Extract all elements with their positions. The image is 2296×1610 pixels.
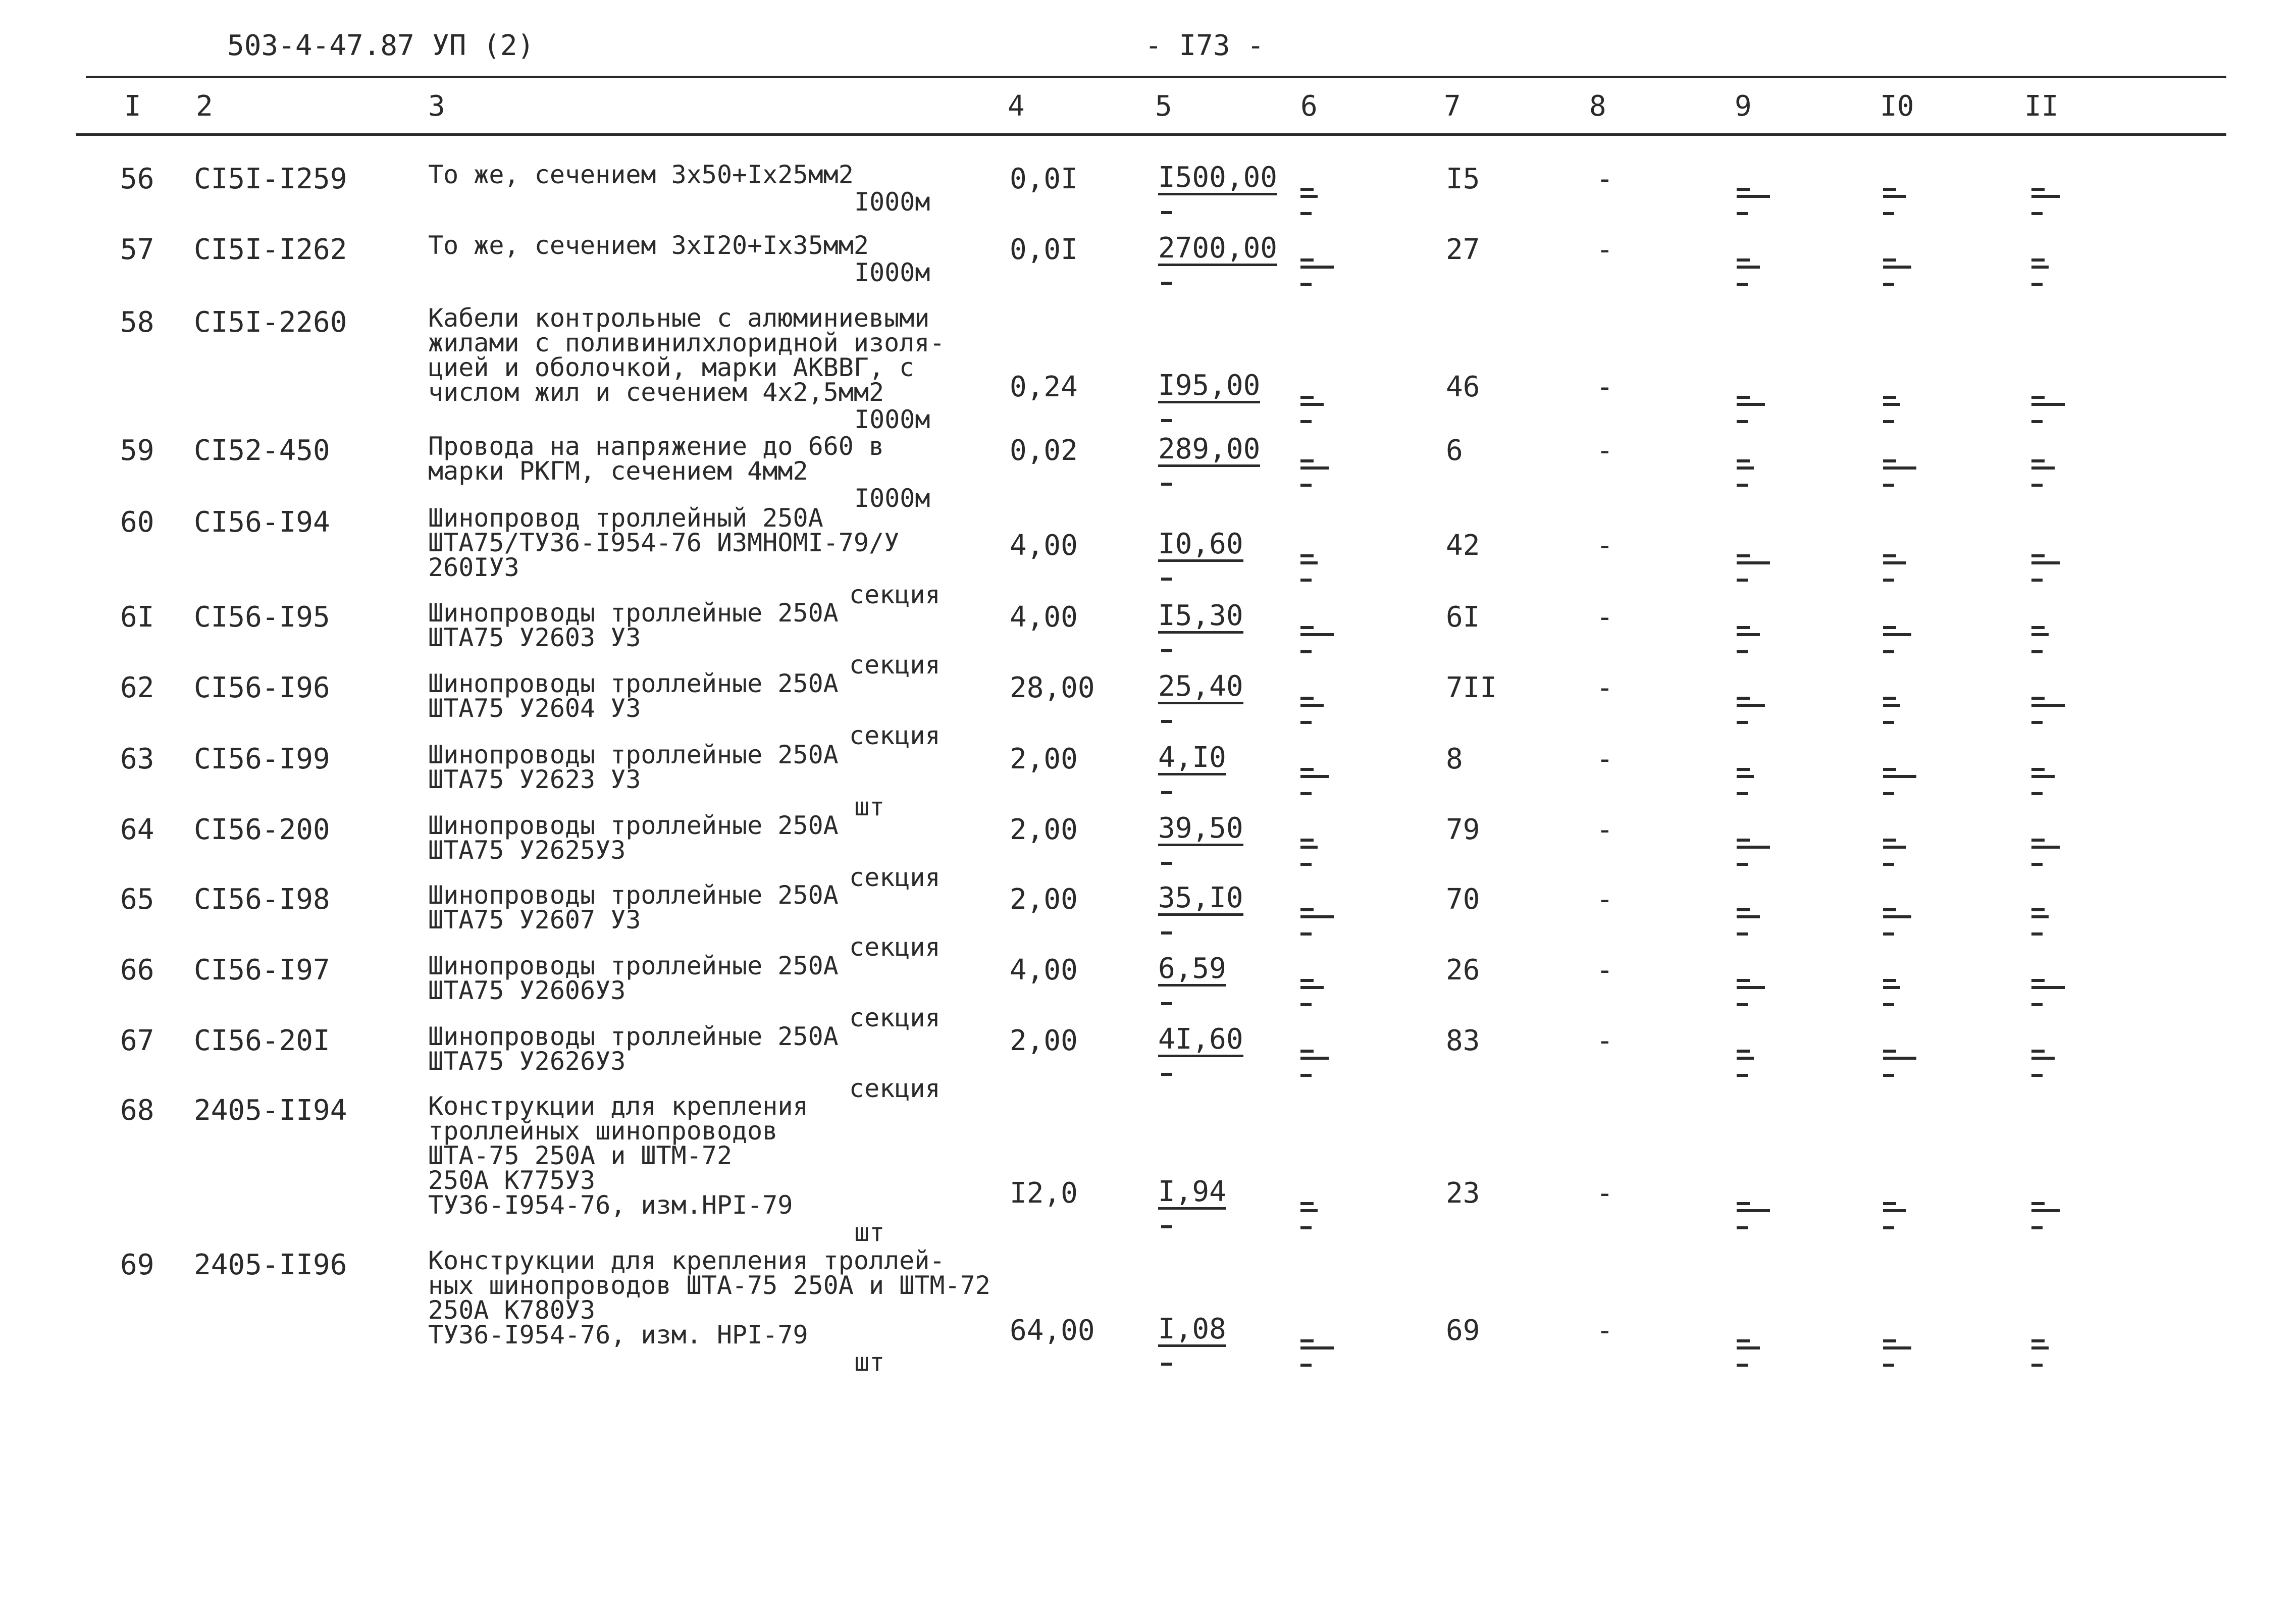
unit-price: I,94 (1158, 1177, 1226, 1210)
description-line: Кабели контрольные с алюминиевыми (428, 303, 930, 333)
ditto-tick (1161, 931, 1172, 934)
unit-price: 39,50 (1158, 813, 1243, 846)
row-number: 67 (120, 1024, 154, 1057)
row-number: 63 (120, 743, 154, 775)
ditto-tick (1161, 791, 1172, 794)
top-rule (86, 76, 2226, 78)
description-line: ШТА75 У2625У3 (428, 836, 626, 865)
description-line: ШТА75 У2626У3 (428, 1047, 626, 1076)
quantity: 0,0I (1010, 233, 1078, 266)
description-line: ШТА75 У2603 У3 (428, 623, 641, 652)
total-cost: 23 (1446, 1177, 1480, 1210)
quantity: 4,00 (1010, 954, 1078, 986)
item-description (428, 813, 839, 863)
rate-code: 2405-II96 (194, 1249, 347, 1281)
row-number: 64 (120, 813, 154, 846)
total-cost: 7II (1446, 671, 1497, 704)
total-cost: 70 (1446, 883, 1480, 916)
column-number-4: 4 (1008, 90, 1025, 123)
rate-code: CI56-I95 (194, 601, 330, 634)
ditto-tick (1161, 483, 1172, 486)
row-number: 6I (120, 601, 154, 634)
item-description (428, 671, 839, 721)
column-8-dash: - (1596, 1024, 1613, 1057)
rate-code: CI5I-I259 (194, 163, 347, 195)
total-cost: I5 (1446, 163, 1480, 195)
unit-of-measure: шт (854, 1218, 885, 1247)
unit-of-measure: шт (854, 1347, 885, 1377)
quantity: 28,00 (1010, 671, 1095, 704)
description-line: Шинопровод троллейный 250А (428, 503, 823, 533)
column-8-dash: - (1596, 954, 1613, 986)
quantity: 2,00 (1010, 883, 1078, 916)
description-line: Шинопроводы троллейные 250А (428, 598, 839, 628)
column-8-dash: - (1596, 743, 1613, 775)
ditto-tick (1161, 578, 1172, 581)
unit-of-measure: I000м (854, 405, 930, 434)
quantity: 64,00 (1010, 1314, 1095, 1347)
unit-price: I95,00 (1158, 371, 1260, 403)
rate-code: 2405-II94 (194, 1094, 347, 1127)
column-number-6: 6 (1300, 90, 1318, 123)
quantity: 4,00 (1010, 601, 1078, 634)
total-cost: 26 (1446, 954, 1480, 986)
column-number-5: 5 (1155, 90, 1172, 123)
column-number-2: 2 (196, 90, 213, 123)
description-line: 250А К780У3 (428, 1295, 596, 1325)
row-number: 59 (120, 434, 154, 467)
document-code: 503-4-47.87 (227, 29, 414, 62)
row-number: 62 (120, 671, 154, 704)
unit-of-measure: секция (849, 932, 941, 962)
description-line: троллейных шинопроводов (428, 1116, 778, 1146)
ditto-tick (1161, 862, 1172, 865)
unit-of-measure: I000м (854, 484, 930, 513)
description-line: ШТА75 У2623 У3 (428, 765, 641, 794)
rate-code: CI56-200 (194, 813, 330, 846)
column-number-3: 3 (428, 90, 445, 123)
page-number: - I73 - (1145, 29, 1265, 62)
ditto-tick (1161, 282, 1172, 285)
column-8-dash: - (1596, 671, 1613, 704)
rate-code: CI56-I96 (194, 671, 330, 704)
description-line: Шинопроводы троллейные 250А (428, 811, 839, 840)
row-number: 69 (120, 1249, 154, 1281)
column-number-9: 9 (1735, 90, 1752, 123)
column-8-dash: - (1596, 1177, 1613, 1210)
description-line: числом жил и сечением 4x2,5мм2 (428, 378, 884, 407)
album-label: УП (2) (432, 29, 535, 62)
quantity: 2,00 (1010, 743, 1078, 775)
total-cost: 8 (1446, 743, 1463, 775)
column-8-dash: - (1596, 529, 1613, 562)
header-rule (76, 133, 2226, 136)
description-line: марки РКГМ, сечением 4мм2 (428, 456, 808, 486)
column-8-dash: - (1596, 1314, 1613, 1347)
rate-code: CI5I-I262 (194, 233, 347, 266)
row-number: 66 (120, 954, 154, 986)
ditto-tick (1161, 1002, 1172, 1005)
quantity: 2,00 (1010, 813, 1078, 846)
description-line: То же, сечением 3x50+Ix25мм2 (428, 160, 854, 189)
unit-price: I,08 (1158, 1314, 1226, 1347)
description-line: 250А К775У3 (428, 1166, 596, 1195)
column-number-7: 7 (1444, 90, 1461, 123)
rate-code: CI52-450 (194, 434, 330, 467)
unit-of-measure: секция (849, 580, 941, 609)
unit-price: I0,60 (1158, 529, 1243, 562)
description-line: ШТА75 У2607 У3 (428, 905, 641, 934)
item-description (428, 880, 839, 934)
item-description (428, 303, 945, 407)
description-line: Шинопроводы троллейные 250А (428, 669, 839, 698)
row-number: 65 (120, 883, 154, 916)
description-line: ных шинопроводов ШТА-75 250А и ШТМ-72 (428, 1271, 990, 1300)
quantity: 0,24 (1010, 371, 1078, 403)
ditto-tick (1161, 720, 1172, 723)
description-line: 260IУ3 (428, 553, 519, 582)
description-line: Шинопроводы троллейные 250А (428, 951, 839, 980)
unit-of-measure: секция (849, 1003, 941, 1032)
description-line: цией и оболочкой, марки АКВВГ, с (428, 353, 915, 382)
unit-of-measure: секция (849, 650, 941, 680)
row-number: 57 (120, 233, 154, 266)
ditto-tick (1161, 1363, 1172, 1366)
column-8-dash: - (1596, 163, 1613, 195)
item-description (428, 503, 900, 582)
column-number-10: I0 (1880, 90, 1914, 123)
total-cost: 6 (1446, 434, 1463, 467)
ditto-tick (1161, 649, 1172, 652)
row-number: 60 (120, 506, 154, 539)
total-cost: 83 (1446, 1024, 1480, 1057)
rate-code: CI56-I98 (194, 883, 330, 916)
item-description (428, 598, 839, 652)
item-description (428, 434, 884, 484)
description-line: Конструкции для крепления троллей- (428, 1246, 945, 1275)
item-description (428, 160, 854, 189)
ditto-tick (1161, 211, 1172, 214)
unit-of-measure: I000м (854, 187, 930, 217)
description-line: То же, сечением 3xI20+Ix35мм2 (428, 231, 869, 260)
rate-code: CI5I-2260 (194, 306, 347, 339)
rate-code: CI56-I99 (194, 743, 330, 775)
unit-price: 6,59 (1158, 954, 1226, 986)
row-number: 58 (120, 306, 154, 339)
total-cost: 27 (1446, 233, 1480, 266)
quantity: 0,0I (1010, 163, 1078, 195)
item-description (428, 951, 839, 1005)
row-number: 68 (120, 1094, 154, 1127)
total-cost: 46 (1446, 371, 1480, 403)
total-cost: 6I (1446, 601, 1480, 634)
unit-price: 35,I0 (1158, 883, 1243, 916)
unit-price: 2700,00 (1158, 233, 1277, 266)
rate-code: CI56-I97 (194, 954, 330, 986)
unit-price: 4,I0 (1158, 743, 1226, 775)
column-number-1: I (124, 90, 141, 123)
quantity: I2,0 (1010, 1177, 1078, 1210)
rate-code: CI56-20I (194, 1024, 330, 1057)
total-cost: 79 (1446, 813, 1480, 846)
ditto-tick (1161, 1073, 1172, 1076)
description-line: ШТА-75 250А и ШТМ-72 (428, 1141, 733, 1170)
unit-price: 25,40 (1158, 671, 1243, 704)
unit-price: 4I,60 (1158, 1024, 1243, 1057)
total-cost: 69 (1446, 1314, 1480, 1347)
item-description (428, 1246, 990, 1349)
unit-of-measure: секция (849, 1074, 941, 1103)
description-line: ШТА75 У2606У3 (428, 976, 626, 1005)
unit-of-measure: I000м (854, 258, 930, 287)
description-line: ШТА75/ТУ36-I954-76 ИЗМНОМI-79/У (428, 528, 900, 557)
description-line: Шинопроводы троллейные 250А (428, 740, 839, 769)
item-description (428, 1094, 808, 1218)
row-number: 56 (120, 163, 154, 195)
ditto-tick (1161, 1225, 1172, 1228)
description-line: жилами с поливинилхлоридной изоля- (428, 328, 945, 357)
item-description (428, 740, 839, 794)
quantity: 0,02 (1010, 434, 1078, 467)
column-8-dash: - (1596, 434, 1613, 467)
quantity: 2,00 (1010, 1024, 1078, 1057)
total-cost: 42 (1446, 529, 1480, 562)
unit-price: 289,00 (1158, 434, 1260, 467)
column-8-dash: - (1596, 813, 1613, 846)
column-number-8: 8 (1589, 90, 1606, 123)
description-line: ТУ36-I954-76, изм.НРI-79 (428, 1190, 793, 1220)
description-line: ТУ36-I954-76, изм. НРI-79 (428, 1320, 808, 1349)
unit-price: I500,00 (1158, 163, 1277, 195)
description-line: Провода на напряжение до 660 в (428, 432, 884, 461)
column-number-11: II (2024, 90, 2059, 123)
column-8-dash: - (1596, 883, 1613, 916)
description-line: ШТА75 У2604 У3 (428, 694, 641, 723)
description-line: Шинопроводы троллейные 250А (428, 1022, 839, 1051)
column-8-dash: - (1596, 601, 1613, 634)
item-description (428, 233, 869, 258)
unit-of-measure: шт (854, 792, 885, 821)
description-line: Конструкции для крепления (428, 1092, 808, 1121)
quantity: 4,00 (1010, 529, 1078, 562)
unit-price: I5,30 (1158, 601, 1243, 634)
unit-of-measure: секция (849, 863, 941, 892)
rate-code: CI56-I94 (194, 506, 330, 539)
unit-of-measure: секция (849, 721, 941, 750)
description-line: Шинопроводы троллейные 250А (428, 880, 839, 910)
item-description (428, 1024, 839, 1074)
ditto-tick (1161, 419, 1172, 422)
column-8-dash: - (1596, 371, 1613, 403)
column-8-dash: - (1596, 233, 1613, 266)
